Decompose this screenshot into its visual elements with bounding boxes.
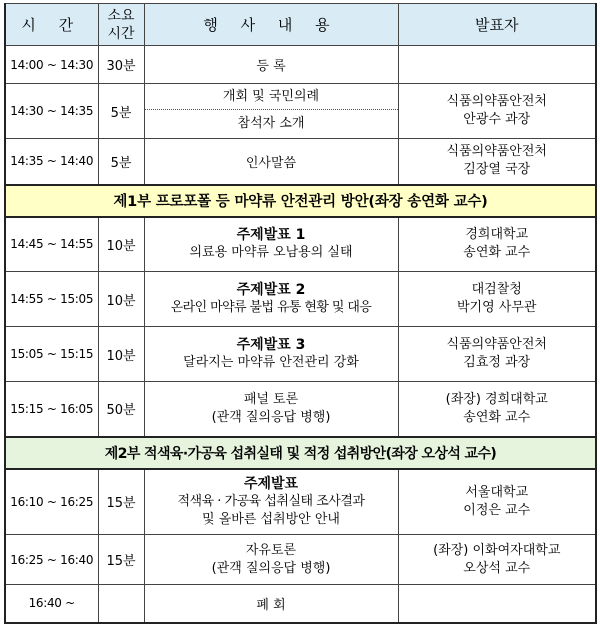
duration-cell: 10분 xyxy=(98,272,144,327)
table-row xyxy=(5,327,596,382)
topic-title: 주제발표 2 xyxy=(236,282,306,298)
section-title: 제2부 적색육·가공육 섭취실태 및 적정 섭취방안(좌장 오상석 교수) xyxy=(5,437,596,469)
topic-title: 자유토론 xyxy=(245,542,297,558)
table-row xyxy=(5,46,596,84)
presenter-person: 김효정 과장 xyxy=(463,355,531,370)
topic-subtitle: 온라인 마약류 불법 유통 현황 및 대응 xyxy=(170,300,372,315)
presenter-person: 송연화 교수 xyxy=(463,245,531,261)
time-cell: 15:05 ~ 15:15 xyxy=(5,327,98,382)
time-cell: 14:30 ~ 14:35 xyxy=(5,84,98,139)
table-row xyxy=(5,84,596,139)
topic-subtitle: (관객 질의응답 병행) xyxy=(211,409,331,425)
program-cell: 등 록 xyxy=(144,46,398,84)
presenter-person: 오상석 교수 xyxy=(463,560,531,576)
table-row xyxy=(5,382,596,437)
time-cell: 14:55 ~ 15:05 xyxy=(5,272,98,327)
presenter-org: 경희대학교 xyxy=(465,227,529,243)
header-row xyxy=(5,4,596,46)
table-row xyxy=(5,585,596,623)
duration-cell: 5분 xyxy=(98,139,144,185)
header-program: 행 사 내 용 xyxy=(144,4,398,46)
program-cell xyxy=(144,272,398,327)
program-cell: 폐 회 xyxy=(144,585,398,623)
presenter-cell xyxy=(398,469,596,535)
time-cell: 15:15 ~ 16:05 xyxy=(5,382,98,437)
presenter-cell xyxy=(398,327,596,382)
topic-title: 주제발표 1 xyxy=(236,227,306,244)
topic-subtitle-line1: 적색육 · 가공육 섭취실태 조사결과 xyxy=(177,493,365,509)
time-cell: 14:00 ~ 14:30 xyxy=(5,46,98,84)
presenter-person: 박기영 사무관 xyxy=(457,300,537,315)
table-row xyxy=(5,272,596,327)
presenter-org: 서울대학교 xyxy=(465,484,529,500)
topic-title: 패널 토론 xyxy=(243,391,299,407)
topic-subtitle-line2: 및 올바른 섭취방안 안내 xyxy=(202,511,340,527)
presenter-person: 송연화 교수 xyxy=(463,409,531,425)
topic-subtitle: 의료용 마약류 오남용의 실태 xyxy=(189,245,353,261)
section-row-part1 xyxy=(5,185,596,217)
duration-cell: 30분 xyxy=(98,46,144,84)
time-cell: 16:40 ~ xyxy=(5,585,98,623)
time-cell: 14:45 ~ 14:55 xyxy=(5,217,98,272)
presenter-org: (좌장) 이화여자대학교 xyxy=(433,542,561,558)
topic-title: 주제발표 3 xyxy=(236,337,306,353)
program-cell: 인사말씀 xyxy=(144,139,398,185)
presenter-org: (좌장) 경희대학교 xyxy=(445,391,548,407)
time-cell: 16:25 ~ 16:40 xyxy=(5,535,98,585)
presenter-cell xyxy=(398,217,596,272)
presenter-cell xyxy=(398,382,596,437)
presenter-org: 식품의약품안전처 xyxy=(446,337,547,352)
program-cell xyxy=(144,382,398,437)
header-duration xyxy=(98,4,144,46)
presenter-person: 이정은 교수 xyxy=(463,502,531,518)
topic-subtitle: 달라지는 마약류 안전관리 강화 xyxy=(183,355,359,370)
table-row xyxy=(5,469,596,535)
program-line-opening: 개회 및 국민의례 xyxy=(145,84,398,110)
duration-cell: 10분 xyxy=(98,217,144,272)
presenter-org: 식품의약품안전처 xyxy=(446,144,547,160)
presenter-cell xyxy=(398,585,596,623)
section-row-part2 xyxy=(5,437,596,469)
duration-cell xyxy=(98,585,144,623)
presenter-cell xyxy=(398,272,596,327)
header-presenter: 발표자 xyxy=(398,4,596,46)
table-row xyxy=(5,217,596,272)
duration-cell: 10분 xyxy=(98,327,144,382)
section-title: 제1부 프로포폴 등 마약류 안전관리 방안(좌장 송연화 교수) xyxy=(5,185,596,217)
time-cell: 14:35 ~ 14:40 xyxy=(5,139,98,185)
duration-cell: 15분 xyxy=(98,469,144,535)
topic-title: 주제발표 xyxy=(243,475,299,492)
duration-cell: 5분 xyxy=(98,84,144,139)
time-cell: 16:10 ~ 16:25 xyxy=(5,469,98,535)
program-cell xyxy=(144,469,398,535)
program-cell xyxy=(144,535,398,585)
program-cell xyxy=(144,84,398,139)
presenter-org: 식품의약품안전처 xyxy=(446,94,547,109)
header-duration-line1: 소요 xyxy=(107,7,135,24)
duration-cell: 15분 xyxy=(98,535,144,585)
header-time: 시 간 xyxy=(5,4,98,46)
program-cell xyxy=(144,327,398,382)
duration-cell: 50분 xyxy=(98,382,144,437)
header-duration-line2: 시간 xyxy=(107,25,135,42)
topic-subtitle: (관객 질의응답 병행) xyxy=(211,560,331,576)
presenter-cell xyxy=(398,535,596,585)
presenter-cell xyxy=(398,139,596,185)
program-line-introduction: 참석자 소개 xyxy=(237,116,305,131)
presenter-person: 안광수 과장 xyxy=(463,112,531,127)
presenter-person: 김장열 국장 xyxy=(463,162,531,178)
schedule-table xyxy=(4,3,597,624)
presenter-cell xyxy=(398,46,596,84)
table-row xyxy=(5,139,596,185)
program-cell xyxy=(144,217,398,272)
presenter-org: 대검찰청 xyxy=(471,282,522,297)
presenter-cell xyxy=(398,84,596,139)
table-row xyxy=(5,535,596,585)
